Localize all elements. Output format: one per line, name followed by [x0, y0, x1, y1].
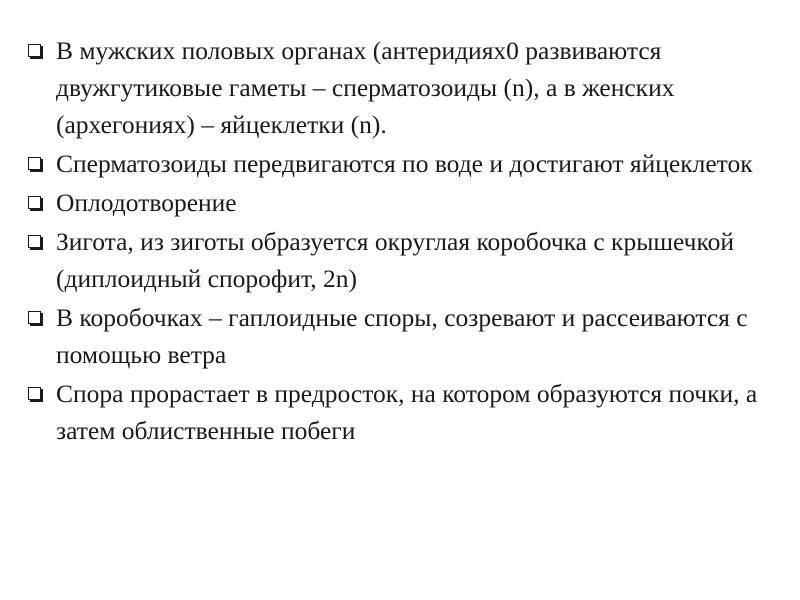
bullet-item: [28, 184, 780, 221]
bullet-item: [28, 299, 780, 373]
bullet-text: Оплодотворение: [56, 188, 237, 217]
checkbox-square-icon: [28, 235, 41, 248]
checkbox-square-icon: [28, 387, 41, 400]
bullet-text: В коробочках – гаплоидные споры, созревают и рассеиваются с помощью ветра: [56, 303, 748, 369]
bullet-item: [28, 32, 780, 143]
checkbox-square-icon: [28, 196, 41, 209]
bullet-text: В мужских половых органах (антеридиях0 развиваются двужгутиковые гаметы – сперматозоиды (n), а в женских (архегониях) – яйцеклетки (n).: [56, 36, 675, 139]
bullet-list: [28, 32, 780, 451]
bullet-item: [28, 223, 780, 297]
checkbox-square-icon: [28, 311, 41, 324]
bullet-text: Зигота, из зиготы образуется округлая коробочка с крышечкой (диплоидный спорофит, 2n): [56, 227, 734, 293]
bullet-text: Сперматозоиды передвигаются по воде и достигают яйцеклеток: [56, 149, 753, 178]
checkbox-square-icon: [28, 44, 41, 57]
bullet-text: Спора прорастает в предросток, на котором образуются почки, а затем облиственные побеги: [56, 379, 758, 445]
bullet-item: [28, 145, 780, 182]
checkbox-square-icon: [28, 157, 41, 170]
bullet-item: [28, 375, 780, 449]
